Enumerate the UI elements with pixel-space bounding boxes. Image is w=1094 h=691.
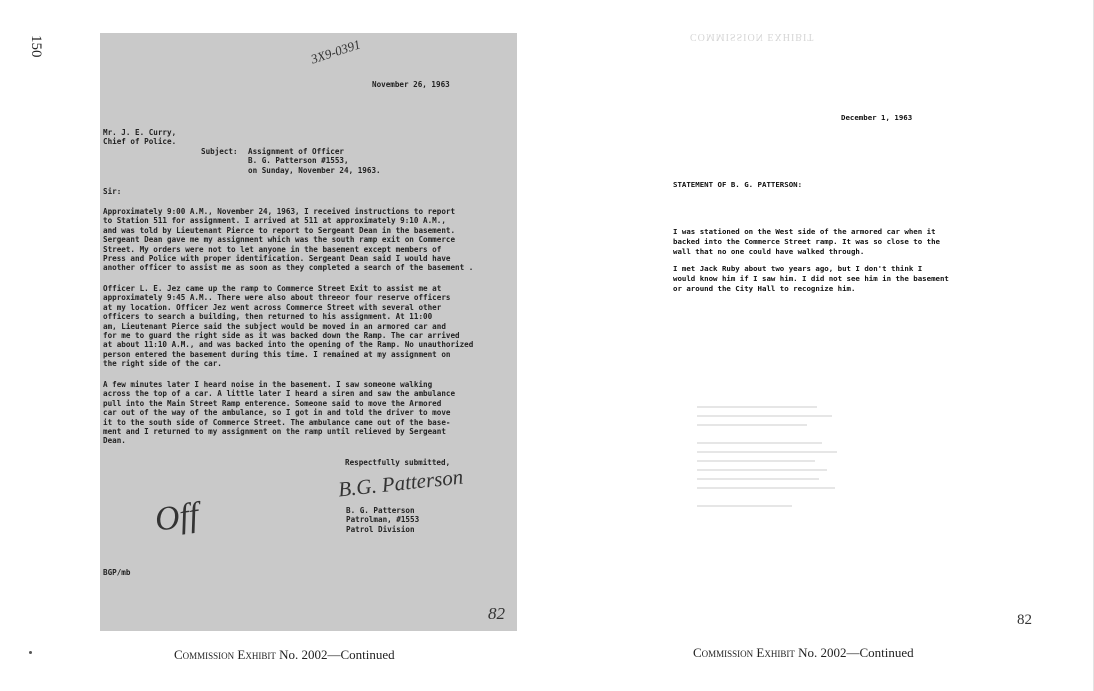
paragraph-line: pull into the Main Street Ramp enterence. Someone said to move the Armored <box>103 398 442 408</box>
paragraph-line: and was told by Lieutenant Pierce to report to Sergeant Dean in the basement. <box>103 225 456 235</box>
page-number: 150 <box>28 35 44 58</box>
paragraph-line: wall that no one could have walked through. <box>673 247 865 256</box>
paragraph-line: backed into the Commerce Street ramp. It was so close to the <box>673 237 940 246</box>
statement-date: December 1, 1963 <box>841 113 913 122</box>
typist-initials: BGP/mb <box>103 568 131 577</box>
caption-suffix: No. 2002—Continued <box>798 645 914 660</box>
paragraph-line: at my location. Officer Jez went across Commerce Street with several other <box>103 302 442 312</box>
paragraph-line: approximately 9:45 A.M.. There were also about threeor four reserve officers <box>103 293 451 303</box>
subject-block <box>248 147 381 175</box>
addressee-line: Chief of Police. <box>103 137 177 147</box>
left-exhibit-caption <box>174 647 395 663</box>
paragraph-line: for me to guard the right side as it was backed down the Ramp. The car arrived <box>103 331 460 341</box>
paragraph-line: to Station 511 for assignment. I arrived at 511 at approximately 9:10 A.M., <box>103 216 446 226</box>
paragraph-line: would know him if I saw him. I did not see him in the basement <box>673 274 949 283</box>
subject-line: on Sunday, November 24, 1963. <box>248 165 381 175</box>
paragraph-line: across the top of a car. A little later I heard a siren and saw the ambulance <box>103 389 456 399</box>
handwritten-signature: B.G. Patterson <box>337 464 465 502</box>
paragraph-line: I met Jack Ruby about two years ago, but I don't think I <box>673 264 923 273</box>
subject-label: Subject: <box>201 147 238 156</box>
statement-paragraph-1 <box>673 227 983 257</box>
letter-paragraph-1 <box>103 207 508 273</box>
signer-line: Patrolman, #1553 <box>346 515 420 525</box>
right-page-mark: 82 <box>1017 612 1032 628</box>
paragraph-line: A few minutes later I heard noise in the basement. I saw someone walking <box>103 380 433 389</box>
closing-line: Respectfully submitted, <box>345 458 451 467</box>
salutation: Sir: <box>103 187 122 196</box>
handwritten-page-mark: 82 <box>488 604 505 623</box>
paragraph-line: person entered the basement during this time. I remained at my assignment on <box>103 349 451 359</box>
paragraph-line: Officer L. E. Jez came up the ramp to Commerce Street Exit to assist me at <box>103 284 442 293</box>
paragraph-line: at about 11:10 A.M., and was backed into the opening of the Ramp. No unauthorized <box>103 340 474 350</box>
signer-block <box>346 506 419 534</box>
paragraph-line: Street. My orders were not to let anyone in the basement except members of <box>103 244 442 254</box>
statement-heading: STATEMENT OF B. G. PATTERSON: <box>673 180 803 189</box>
paragraph-line: another officer to assist me as soon as they completed a search of the basement . <box>103 263 474 273</box>
paragraph-line: it to the south side of Commerce Street. The ambulance came out of the base- <box>103 417 451 427</box>
right-exhibit-caption <box>693 645 914 661</box>
paragraph-line: ment and I returned to my assignment on the ramp until relieved by Sergeant <box>103 427 446 437</box>
subject-line: Assignment of Officer <box>248 147 345 156</box>
caption-prefix: Commission Exhibit <box>693 645 795 660</box>
bleed-through-text <box>697 406 847 526</box>
handwritten-initials: Off <box>152 496 201 539</box>
file-stamp: 3X9-0391 <box>308 36 363 67</box>
signer-line: B. G. Patterson <box>346 506 415 515</box>
caption-prefix: Commission Exhibit <box>174 647 276 662</box>
paragraph-line: Approximately 9:00 A.M., November 24, 1963, I received instructions to report <box>103 207 456 216</box>
letter-date: November 26, 1963 <box>372 80 450 89</box>
statement-paragraph-2 <box>673 264 983 294</box>
mirror-bleed-text: COMMISSION EXHIBIT <box>690 31 815 42</box>
paragraph-line: or around the City Hall to recognize him. <box>673 284 856 293</box>
letter-paragraph-3 <box>103 380 508 446</box>
left-letter-scan <box>100 33 517 631</box>
paragraph-line: Press and Police with proper identification. Sergeant Dean said I would have <box>103 254 451 264</box>
letter-paragraph-2 <box>103 284 508 369</box>
paragraph-line: car out of the way of the ambulance, so I got in and told the driver to move <box>103 408 451 418</box>
paragraph-line: I was stationed on the West side of the armored car when it <box>673 227 936 236</box>
paragraph-line: the right side of the car. <box>103 359 222 369</box>
addressee-line: Mr. J. E. Curry, <box>103 128 177 137</box>
margin-dot <box>29 651 32 654</box>
caption-suffix: No. 2002—Continued <box>279 647 395 662</box>
subject-line: B. G. Patterson #1553, <box>248 156 349 166</box>
paragraph-line: Dean. <box>103 436 126 446</box>
paragraph-line: Sergeant Dean gave me my assignment which was the south ramp exit on Commerce <box>103 235 456 245</box>
paragraph-line: am, Lieutenant Pierce said the subject would be moved in an armored car and <box>103 321 446 331</box>
addressee-block <box>103 128 176 147</box>
signer-line: Patrol Division <box>346 524 415 534</box>
paragraph-line: officers to search a building, then returned to his assignment. At 11:00 <box>103 312 433 322</box>
